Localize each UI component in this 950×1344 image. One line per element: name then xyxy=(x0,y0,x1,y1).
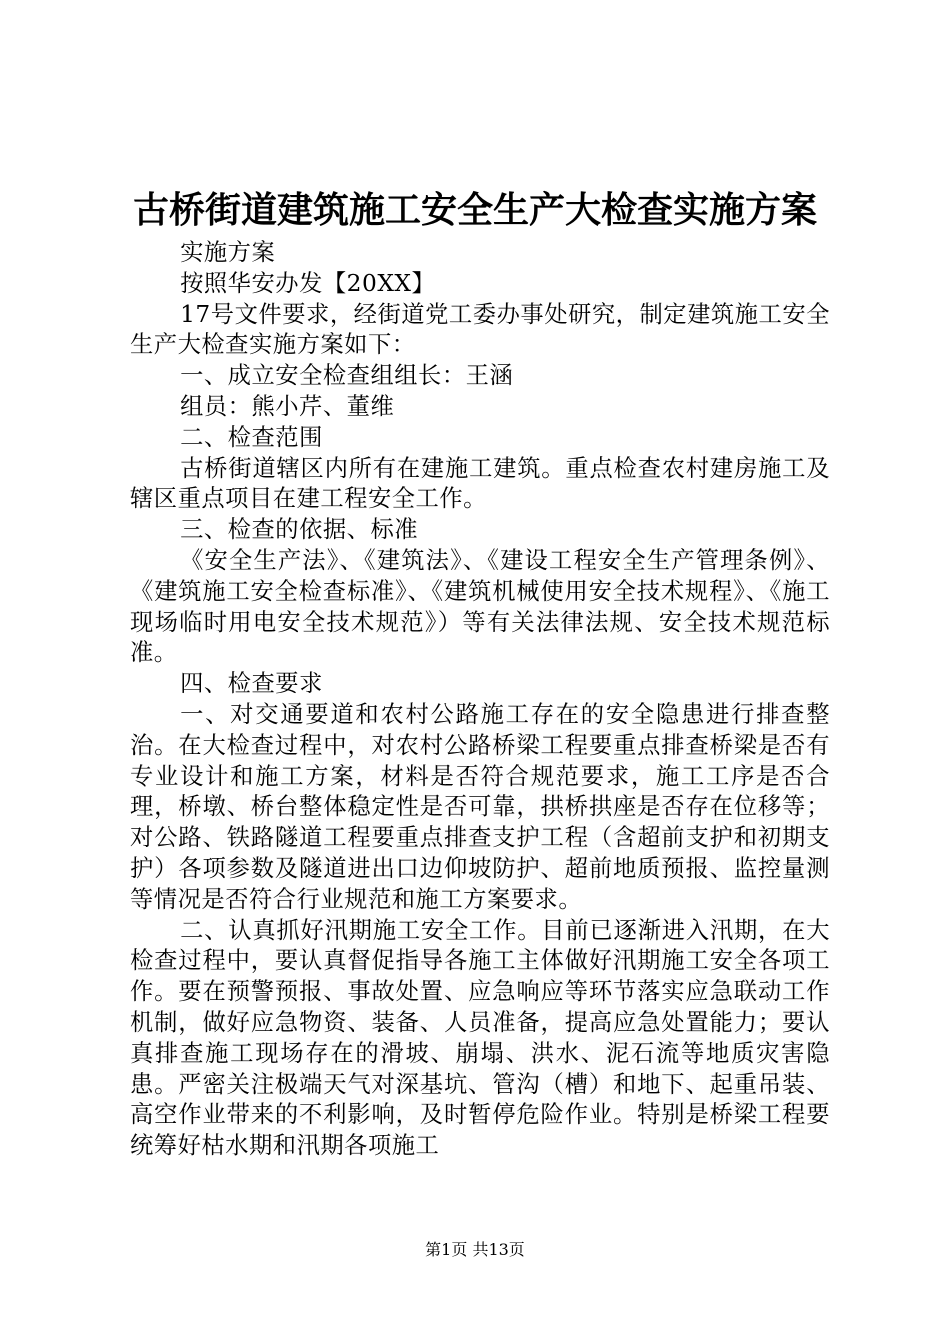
paragraph: 组员：熊小芹、董维 xyxy=(180,392,395,420)
document-body xyxy=(130,238,830,1162)
paragraph: 实施方案 xyxy=(180,239,276,266)
section-heading: 四、检查要求 xyxy=(180,670,323,698)
section-heading: 一、成立安全检查组组长：王涵 xyxy=(180,362,514,390)
section-heading: 三、检查的依据、标准 xyxy=(180,516,419,544)
paragraph: 二、认真抓好汛期施工安全工作。目前已逐渐进入汛期，在大检查过程中，要认真督促指导各施工主体做好汛期施工安全各项工作。要在预警预报、事故处置、应急响应等环节落实应急联动工作机制，做好应急物资、装备、人员准备，提高应急处置能力；要认真排查施工现场存在的滑坡、崩塌、洪水、泥石流等地质灾害隐患。严密关注极端天气对深基坑、管沟（槽）和地下、起重吊装、高空作业带来的不利影响，及时暂停危险作业。特别是桥梁工程要统筹好枯水期和汛期各项施工 xyxy=(130,916,830,1160)
section-heading: 二、检查范围 xyxy=(180,423,323,451)
paragraph: 古桥街道辖区内所有在建施工建筑。重点检查农村建房施工及辖区重点项目在建工程安全工作。 xyxy=(130,454,830,513)
paragraph: 一、对交通要道和农村公路施工存在的安全隐患进行排查整治。在大检查过程中，对农村公路桥梁工程要重点排查桥梁是否有专业设计和施工方案，材料是否符合规范要求，施工工序是否合理，桥墩、桥台整体稳定性是否可靠，拱桥拱座是否存在位移等；对公路、铁路隧道工程要重点排查支护工程（含超前支护和初期支护）各项参数及隧道进出口边仰坡防护、超前地质预报、监控量测等情况是否符合行业规范和施工方案要求。 xyxy=(130,700,830,913)
page-footer: 第1页 共13页 xyxy=(425,1240,525,1259)
paragraph: 17号文件要求，经街道党工委办事处研究，制定建筑施工安全生产大检查实施方案如下： xyxy=(130,300,830,359)
paragraph: 按照华安办发【20XX】 xyxy=(180,269,436,297)
document-title: 古桥街道建筑施工安全生产大检查实施方案 xyxy=(132,189,817,231)
paragraph: 《安全生产法》、《建筑法》、《建设工程安全生产管理条例》、《建筑施工安全检查标准》、《建筑机械使用安全技术规程》、《施工现场临时用电安全技术规范》）等有关法律法规、安全技术规范标准。 xyxy=(130,546,830,667)
